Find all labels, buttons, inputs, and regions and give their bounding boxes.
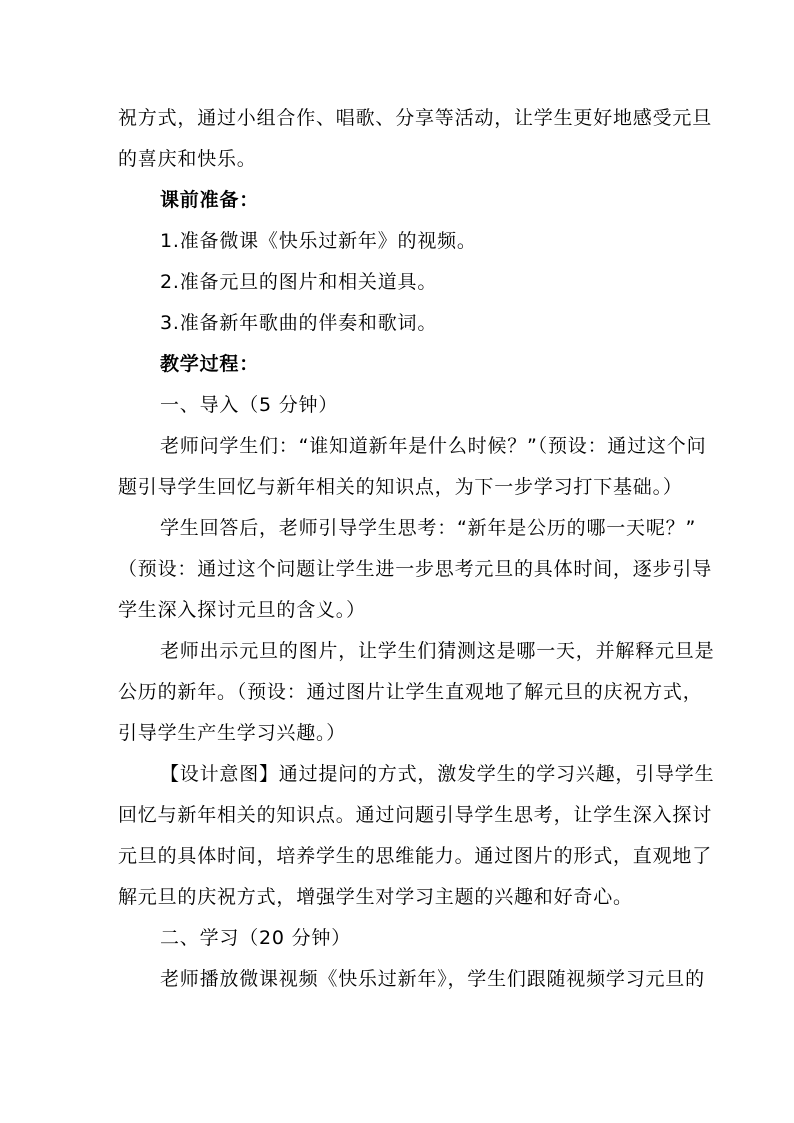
body-text-line: 学生深入探讨元旦的含义。） bbox=[118, 599, 366, 621]
document-page bbox=[118, 98, 715, 1000]
section-heading: 课前准备： bbox=[160, 189, 260, 211]
body-text-line: 祝方式，通过小组合作、唱歌、分享等活动，让学生更好地感受元旦 bbox=[118, 107, 713, 129]
body-text-line: 老师播放微课视频《快乐过新年》，学生们跟随视频学习元旦的 bbox=[160, 968, 705, 990]
list-item: 2.准备元旦的图片和相关道具。 bbox=[160, 271, 438, 293]
body-text-line: 学生回答后，老师引导学生思考：“新年是公历的哪一天呢？” bbox=[160, 517, 697, 539]
body-text-line: 老师问学生们：“谁知道新年是什么时候？”（预设：通过这个问 bbox=[160, 435, 707, 457]
subsection-heading: 一、导入（5 分钟） bbox=[160, 394, 339, 416]
list-item: 3.准备新年歌曲的伴奏和歌词。 bbox=[160, 312, 438, 334]
list-item: 1.准备微课《快乐过新年》的视频。 bbox=[160, 230, 477, 252]
body-text-line: （预设：通过这个问题让学生进一步思考元旦的具体时间，逐步引导 bbox=[118, 558, 713, 580]
body-text-line: 公历的新年。（预设：通过图片让学生直观地了解元旦的庆祝方式， bbox=[118, 681, 703, 703]
body-text-line: 回忆与新年相关的知识点。通过问题引导学生思考，让学生深入探讨 bbox=[118, 804, 713, 826]
section-heading: 教学过程： bbox=[160, 353, 260, 375]
body-text-line: 元旦的具体时间，培养学生的思维能力。通过图片的形式，直观地了 bbox=[118, 845, 713, 867]
body-text-line: 引导学生产生学习兴趣。） bbox=[118, 722, 347, 744]
design-intent-line: 【设计意图】通过提问的方式，激发学生的学习兴趣，引导学生 bbox=[160, 763, 715, 785]
body-text-line: 解元旦的庆祝方式，增强学生对学习主题的兴趣和好奇心。 bbox=[118, 886, 633, 908]
body-text-line: 老师出示元旦的图片，让学生们猜测这是哪一天，并解释元旦是 bbox=[160, 640, 715, 662]
body-text-line: 的喜庆和快乐。 bbox=[118, 148, 257, 170]
body-text-line: 题引导学生回忆与新年相关的知识点，为下一步学习打下基础。） bbox=[118, 476, 683, 498]
subsection-heading: 二、学习（20 分钟） bbox=[160, 927, 352, 949]
